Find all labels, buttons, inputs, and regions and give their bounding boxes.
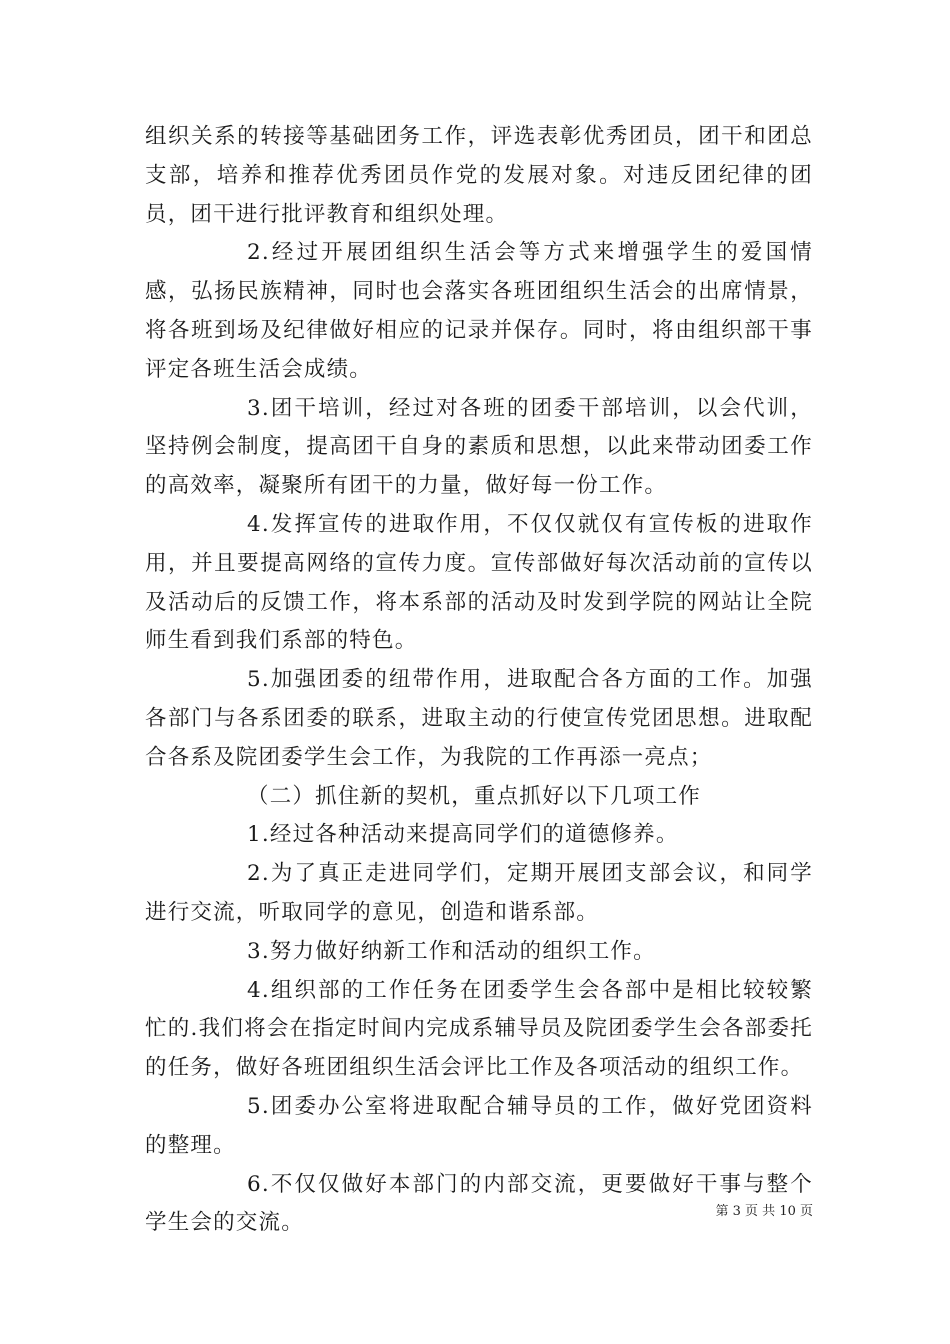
paragraph-continuation: 组织关系的转接等基础团务工作，评选表彰优秀团员，团干和团总支部，培养和推荐优秀团员作党的发展对象。对违反团纪律的团员，团干进行批评教育和组织处理。 xyxy=(145,124,813,227)
paragraph-sub-item-6: 6.不仅仅做好本部门的内部交流，更要做好干事与整个学生会的交流。 xyxy=(145,1171,813,1236)
paragraph-sub-item-2: 2.为了真正走进同学们，定期开展团支部会议，和同学进行交流，听取同学的意见，创造和谐系部。 xyxy=(145,861,813,925)
section-heading: （二）抓住新的契机，重点抓好以下几项工作 xyxy=(247,783,702,809)
paragraph-item-4: 4.发挥宣传的进取作用，不仅仅就仅有宣传板的进取作用，并且要提高网络的宣传力度。宣传部做好每次活动前的宣传以及活动后的反馈工作，将本系部的活动及时发到学院的网站让全院师生看到我们系部的特色。 xyxy=(145,511,813,654)
paragraph-sub-item-1: 1.经过各种活动来提高同学们的道德修养。 xyxy=(247,822,679,848)
paragraph-item-3: 3.团干培训，经过对各班的团委干部培训，以会代训，坚持例会制度，提高团干自身的素质和思想，以此来带动团委工作的高效率，凝聚所有团干的力量，做好每一份工作。 xyxy=(145,395,813,499)
page-number-footer: 第 3 页 共 10 页 xyxy=(715,1204,813,1219)
paragraph-item-5: 5.加强团委的纽带作用，进取配合各方面的工作。加强各部门与各系团委的联系，进取主动的行使宣传党团思想。进取配合各系及院团委学生会工作，为我院的工作再添一亮点； xyxy=(145,667,813,770)
document-body xyxy=(145,118,813,1243)
paragraph-sub-item-5: 5.团委办公室将进取配合辅导员的工作，做好党团资料的整理。 xyxy=(145,1093,813,1158)
paragraph-item-2: 2.经过开展团组织生活会等方式来增强学生的爱国情感，弘扬民族精神，同时也会落实各班团组织生活会的出席情景，将各班到场及纪律做好相应的记录并保存。同时，将由组织部干事评定各班生活会成绩。 xyxy=(145,240,813,382)
paragraph-sub-item-4: 4.组织部的工作任务在团委学生会各部中是相比较较繁忙的.我们将会在指定时间内完成系辅导员及院团委学生会各部委托的任务，做好各班团组织生活会评比工作及各项活动的组织工作。 xyxy=(145,977,813,1081)
paragraph-sub-item-3: 3.努力做好纳新工作和活动的组织工作。 xyxy=(247,938,656,964)
